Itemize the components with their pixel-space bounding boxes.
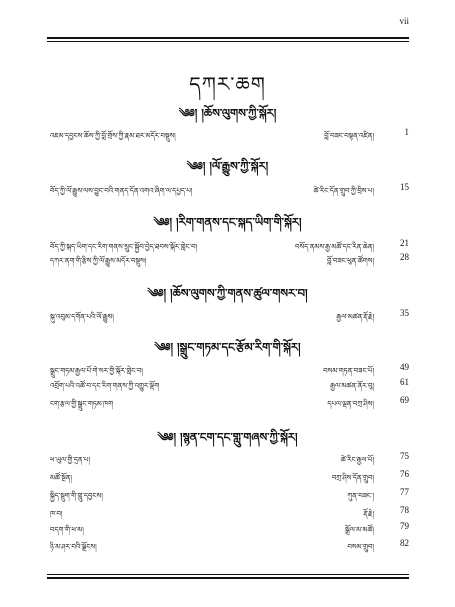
entry-author: དཔལ་ལྡན་བཀྲ་ཤིས།: [327, 400, 374, 408]
entry-title: མཚོ་སྔོན།: [50, 474, 72, 482]
entry-author: བློ་བཟང་བསྟན་འཛིན།: [324, 132, 374, 140]
page-number: vii: [399, 16, 409, 26]
entry-title: བོད་ཀྱི་སྐད་ཡིག་དང་རིག་གནས་སྲུང་སྐྱོབ་བྱེད་ཐབས་སྐོར་གླེང་བ།: [50, 243, 198, 251]
toc-entry[interactable]: [50, 238, 409, 252]
entry-title: འབྲོག་པའི་འཚོ་བ་དང་རིག་གནས་ཀྱི་འགྱུར་ལྡོག: [50, 382, 160, 390]
toc-entry[interactable]: [50, 308, 409, 322]
entry-title: སྒྲུང་གཏམ་རྒྱལ་པོ་གེ་སར་གྱི་སྐོར་གླེང་བ།: [50, 367, 143, 375]
entry-title: བདག་གི་ཕ་མ།: [50, 526, 84, 534]
entry-page: 28: [400, 252, 409, 262]
entry-page: 77: [400, 487, 409, 497]
toc-entry[interactable]: [50, 362, 409, 376]
entry-author: བློ་བཟང་ཕུན་ཚོགས།: [327, 257, 374, 265]
section-heading: ༄༅། །སྙན་ངག་དང་གླུ་གཞས་ཀྱི་སྐོར།: [157, 430, 298, 444]
entry-author: བསམ་གྲུབ།: [347, 543, 374, 551]
toc-entry[interactable]: [50, 505, 409, 519]
entry-page: 76: [400, 469, 409, 479]
entry-title: སྐུ་འབུམ་དགོན་པའི་ལོ་རྒྱུས།: [50, 313, 114, 321]
toc-entry[interactable]: [50, 127, 409, 141]
section-heading: ༄༅། །སྒྲུང་གཏམ་དང་རྩོམ་རིག་གི་སྐོར།: [154, 340, 301, 354]
entry-title: དཀར་ནག་གི་རྩིས་ཀྱི་ལོ་རྒྱུས་མདོར་བསྡུས།: [50, 257, 147, 265]
top-rule-thin: [47, 41, 409, 42]
section-heading: ༄༅། །ཆོས་ལུགས་ཀྱི་གནས་ཚུལ་གསར་བ།: [147, 286, 308, 300]
section-heading: ༄༅། །ཆོས་ལུགས་ཀྱི་སྐོར།: [178, 106, 277, 120]
entry-title: བོད་ཀྱི་ལོ་རྒྱུས་ལས་བྱུང་བའི་གནད་དོན་འགའ་ཞིག་ལ་དཔྱད་པ།: [50, 187, 193, 195]
toc-entry[interactable]: [50, 521, 409, 535]
entry-page: 61: [400, 377, 409, 387]
toc-entry[interactable]: [50, 487, 409, 501]
entry-page: 69: [400, 395, 409, 405]
toc-entry[interactable]: [50, 451, 409, 465]
entry-page: 15: [400, 182, 409, 192]
entry-author: རྒྱལ་མཚན་ནོར་བུ།: [330, 382, 374, 390]
entry-page: 1: [404, 127, 409, 137]
entry-author: ཀུན་བཟང་།: [347, 492, 374, 500]
entry-author: རྒྱལ་མཚན་རྡོ་རྗེ།: [336, 313, 374, 321]
entry-author: རྡོ་རྗེ།: [363, 510, 374, 518]
toc-entry[interactable]: [50, 469, 409, 483]
toc-entry[interactable]: [50, 252, 409, 266]
entry-page: 79: [400, 521, 409, 531]
toc-entry[interactable]: [50, 182, 409, 196]
entry-title: ཁ་བ།: [50, 510, 63, 518]
toc-entry[interactable]: [50, 538, 409, 552]
entry-author: བསམ་གཏན་བཟང་པོ།: [323, 367, 374, 375]
bottom-rule-thin: [47, 574, 409, 575]
entry-title: ངག་རྩལ་གྱི་སྒྲུང་གཏམ་ཁག: [50, 400, 114, 408]
entry-page: 82: [400, 538, 409, 548]
entry-page: 21: [400, 238, 409, 248]
entry-page: 49: [400, 362, 409, 372]
section-heading: ༄༅། །རིག་གནས་དང་སྐད་ཡིག་གི་སྐོར།: [153, 215, 302, 229]
entry-page: 35: [400, 308, 409, 318]
toc-title: དཀར་ཆག: [189, 72, 266, 96]
bottom-rule-thick: [47, 577, 409, 579]
section-heading: ༄༅། །ལོ་རྒྱུས་ཀྱི་སྐོར།: [186, 159, 269, 173]
entry-page: 78: [400, 505, 409, 515]
entry-title: ཕ་ཡུལ་གྱི་དྲན་པ།: [50, 456, 91, 464]
entry-author: བཀྲ་ཤིས་དོན་གྲུབ།: [331, 474, 374, 482]
entry-title: སྐྱིད་སྡུག་གི་གླུ་དབྱངས།: [50, 492, 103, 500]
entry-author: བསོད་ནམས་རྒྱ་མཚོ་དང་རིན་ཆེན།: [295, 243, 374, 251]
top-rule-thick: [47, 37, 409, 39]
entry-author: སྒྲོལ་མ་མཚོ།: [345, 526, 374, 534]
entry-author: ཚེ་རིང་དོན་གྲུབ་ཀྱི་བྲིས་པ།: [313, 187, 374, 195]
entry-title: ཉི་མ་ཤར་བའི་ལྗོངས།: [50, 543, 97, 551]
entry-title: འཇམ་དབྱངས་ཆོས་ཀྱི་བློ་གྲོས་ཀྱི་རྣམ་ཐར་མདོར་བསྡུས།: [50, 132, 176, 140]
entry-page: 75: [400, 451, 409, 461]
toc-entry[interactable]: [50, 377, 409, 391]
toc-entry[interactable]: [50, 395, 409, 409]
entry-author: ཚེ་རིང་རྒྱལ་པོ།: [340, 456, 374, 464]
